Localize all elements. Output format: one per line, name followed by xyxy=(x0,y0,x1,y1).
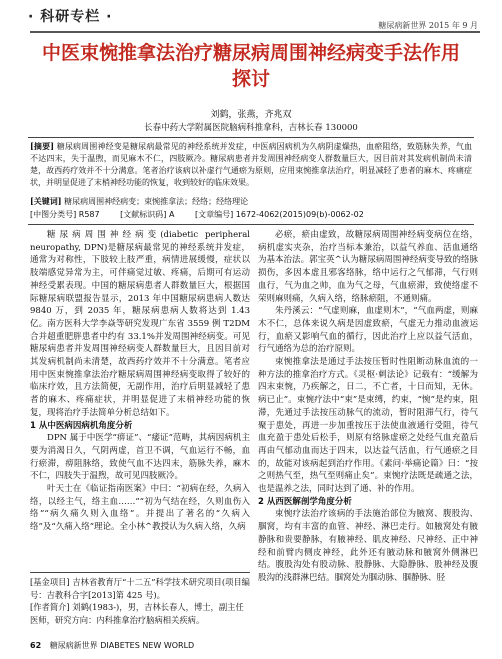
title-line-1: 中医束惋推拿法治疗糖尿病周围神经病变手法作用 xyxy=(41,42,460,64)
paragraph: 束惋疗法治疗该病的手法施治部位为腋窝、腹股沟、腘窝，均有丰富的血管、神经、淋巴走行。如腋窝处有腋静脉和贵要静脉，有腋神经、肌皮神经、尺神经、正中神经和前臂内侧皮神经，此外还有腋动脉和腋窝外侧淋巴结。腹股沟处有股动脉、股静脉、大隐静脉、股神经及腹股沟的浅群淋巴结。腘窝处为腘动脉、腘静脉、胫 xyxy=(258,509,478,583)
left-column xyxy=(30,229,250,534)
keywords-label: [关键词] xyxy=(30,196,62,206)
paragraph: 束惋推拿法是通过手法按压暂时性阻断动脉血流的一种方法的推拿治疗方式。《灵枢·刺法论》记载有：“缓解为四末束惋，乃疾解之，日二，不亡者，十日而知，无休。病已止”。束惋疗法中“束”是束缚，约束，“惋”是约束，阻滞，先通过手法按压动脉气的流动，暂时阻滞气行，待气聚于患处，再进一步加重按压于法使血液通行受阻，待气血充盈于患处后松手，则原有络脉虚瘀之处经气血充盈后再由气郁动血而达于四末，以达益气活血，行气通瘀之目的，故能对该病起到治疗作用。《素问·举痛论篇》曰：“按之则热气至，热气至则痛止矣”。束惋疗法既是疏通之法，也是温养之法，同时达到了通、补的作用。 xyxy=(258,357,478,495)
section-tag: · 科研专栏 · xyxy=(28,9,113,25)
paragraph: 糖尿病周围神经病变(diabetic peripheral neuropathy, DPN)是糖尿病最常见的神经系统并发症，通常为对称性，下肢较上肢严重，病情进展缓慢，症状以肢端感觉异常为主，可伴痛觉过敏、疼痛，后期可有运动神经受累表现。中国的糖尿病患者人群数量巨大，根据国际糖尿病联盟报告显示，2013 年中国糖尿病患病人数达 9840 万，到 2035 年，糖尿病患病人数将达到 1.43 亿。南方医科大学李焱等研究发现广东省 3559 例 T2DM 合并超重肥胖患者中约有 33.1%并发周围神经病变。可见糖尿病患者并发周围神经病变人群数量巨大，且因目前对其发病机制尚未清楚，故西药疗效并不十分满意。笔者应用中医束惋推拿法治疗糖尿病周围神经病变取得了较好的临床疗效，且方法简便，无副作用，治疗后明显减轻了患者的麻木、疼痛症状，并明显促进了末梢神经功能的恢复，现将治疗手法简单分析总结如下。 xyxy=(30,230,250,418)
paragraph: 朱丹溪云：“气虚则麻，血虚则木”，“气血两虚，则麻木不仁，总体来说久病是因虚致瘀，气虚无力推动血液运行，血瘀又影响气血的循行，因此治疗上应以益气活血，行气通络为总的治疗原则。 xyxy=(258,306,478,355)
paragraph: 叶天士在《临证指南医案》中曰：“初病在经，久病入络，以经主气，络主血……”“初为气结在经，久则血伤入络”“病久痛久则入血络”。并提出了著名的“久病入络”及“久痛入络”理论。全小林^教授认为久病入络，久病 xyxy=(30,484,250,533)
header-rule xyxy=(30,31,480,33)
clc-number: [中图分类号] R587 xyxy=(30,210,100,219)
footer-journal: 糖尿病新世界 DIABETES NEW WORLD xyxy=(49,641,195,650)
paragraph: 必瘀，瘀由虚致，故糖尿病周围神经病变病位在络，病机虚实夹杂，治疗当标本兼治，以益气养血、活血通络为基本治法。郭宝英^认为糖尿病周围神经病变导致的络脉损伤，多因本虚且邪客络脉，络中运行之气郁滞，气行则血行，气为血之帅，血为气之母，气血瘀滞，致使络虚不荣则麻则痛，久病入络，络脉瘀阻，不通则痛。 xyxy=(258,230,478,304)
doc-code: [文献标识码] A xyxy=(120,210,175,219)
page-header xyxy=(0,0,502,30)
funding-note: [基金项目] 吉林省教育厅“十二五”科学技术研究项目(项目编号：吉教科合字[2013]第 425 号)。 xyxy=(30,577,250,600)
title-line-2: 探讨 xyxy=(231,68,270,90)
affiliation: 长春中药大学附属医院脑病科推拿科，吉林长春 130000 xyxy=(144,123,358,133)
journal-header: 糖尿病新世界 2015 年 9 月 xyxy=(378,21,478,30)
authors: 刘鹤，张燕，齐兆双 xyxy=(210,110,292,120)
abstract-label: [摘要] xyxy=(30,141,55,151)
article-title xyxy=(20,40,482,92)
section-heading-1: 1 从中医病因病机角度分析 xyxy=(30,420,133,431)
article-number: [文章编号] 1672-4062(2015)09(b)-0062-02 xyxy=(194,210,364,219)
section-heading-2: 2 从西医解剖学角度分析 xyxy=(258,496,352,507)
paragraph: DPN 属于中医学“痹证”、“痿证”范畴，其病因病机主要为消渴日久，气阴两虚，首卫不调，气血运行不畅，血行瘀滞，痹阻脉络，致使气血不达四末，筋脉失养，麻木不仁，四肢失于温煦，故可见四肢厥冷。 xyxy=(30,433,250,482)
page-footer xyxy=(30,640,194,651)
classification-meta xyxy=(30,209,472,220)
keywords-text: 糖尿病周围神经病变；束惋推拿法；经络；经络理论 xyxy=(64,197,249,206)
abstract-text: 糖尿病周围神经变是糖尿病最常见的神经系统并发症，中医病因病机为久病阴虚燥热，血瘀阻络，致筋脉失养，气血不达四末，失于温煦，而见麻木不仁，四肢厥冷。糖尿病患者并发周围神经病变人群数量巨大，因目前对其发病机制尚未清楚，故西药疗效并不十分满意。笔者治疗该病以补虚行气通瘀为原则，应用束惋推拿法治疗，明显减轻了患者的麻木、疼痛症状，并明显促进了末梢神经功能的恢复，收到较好的临床效果。 xyxy=(30,142,473,187)
keywords xyxy=(30,195,472,208)
author-note: [作者简介] 刘鹤(1983-)，男，吉林长春人，博士，副主任医师，研究方向：内科推拿治疗脑病相关疾病。 xyxy=(30,602,244,625)
page-number: 62 xyxy=(30,641,42,650)
right-column xyxy=(258,229,478,585)
footnote-block xyxy=(30,572,250,626)
abstract xyxy=(30,140,472,189)
